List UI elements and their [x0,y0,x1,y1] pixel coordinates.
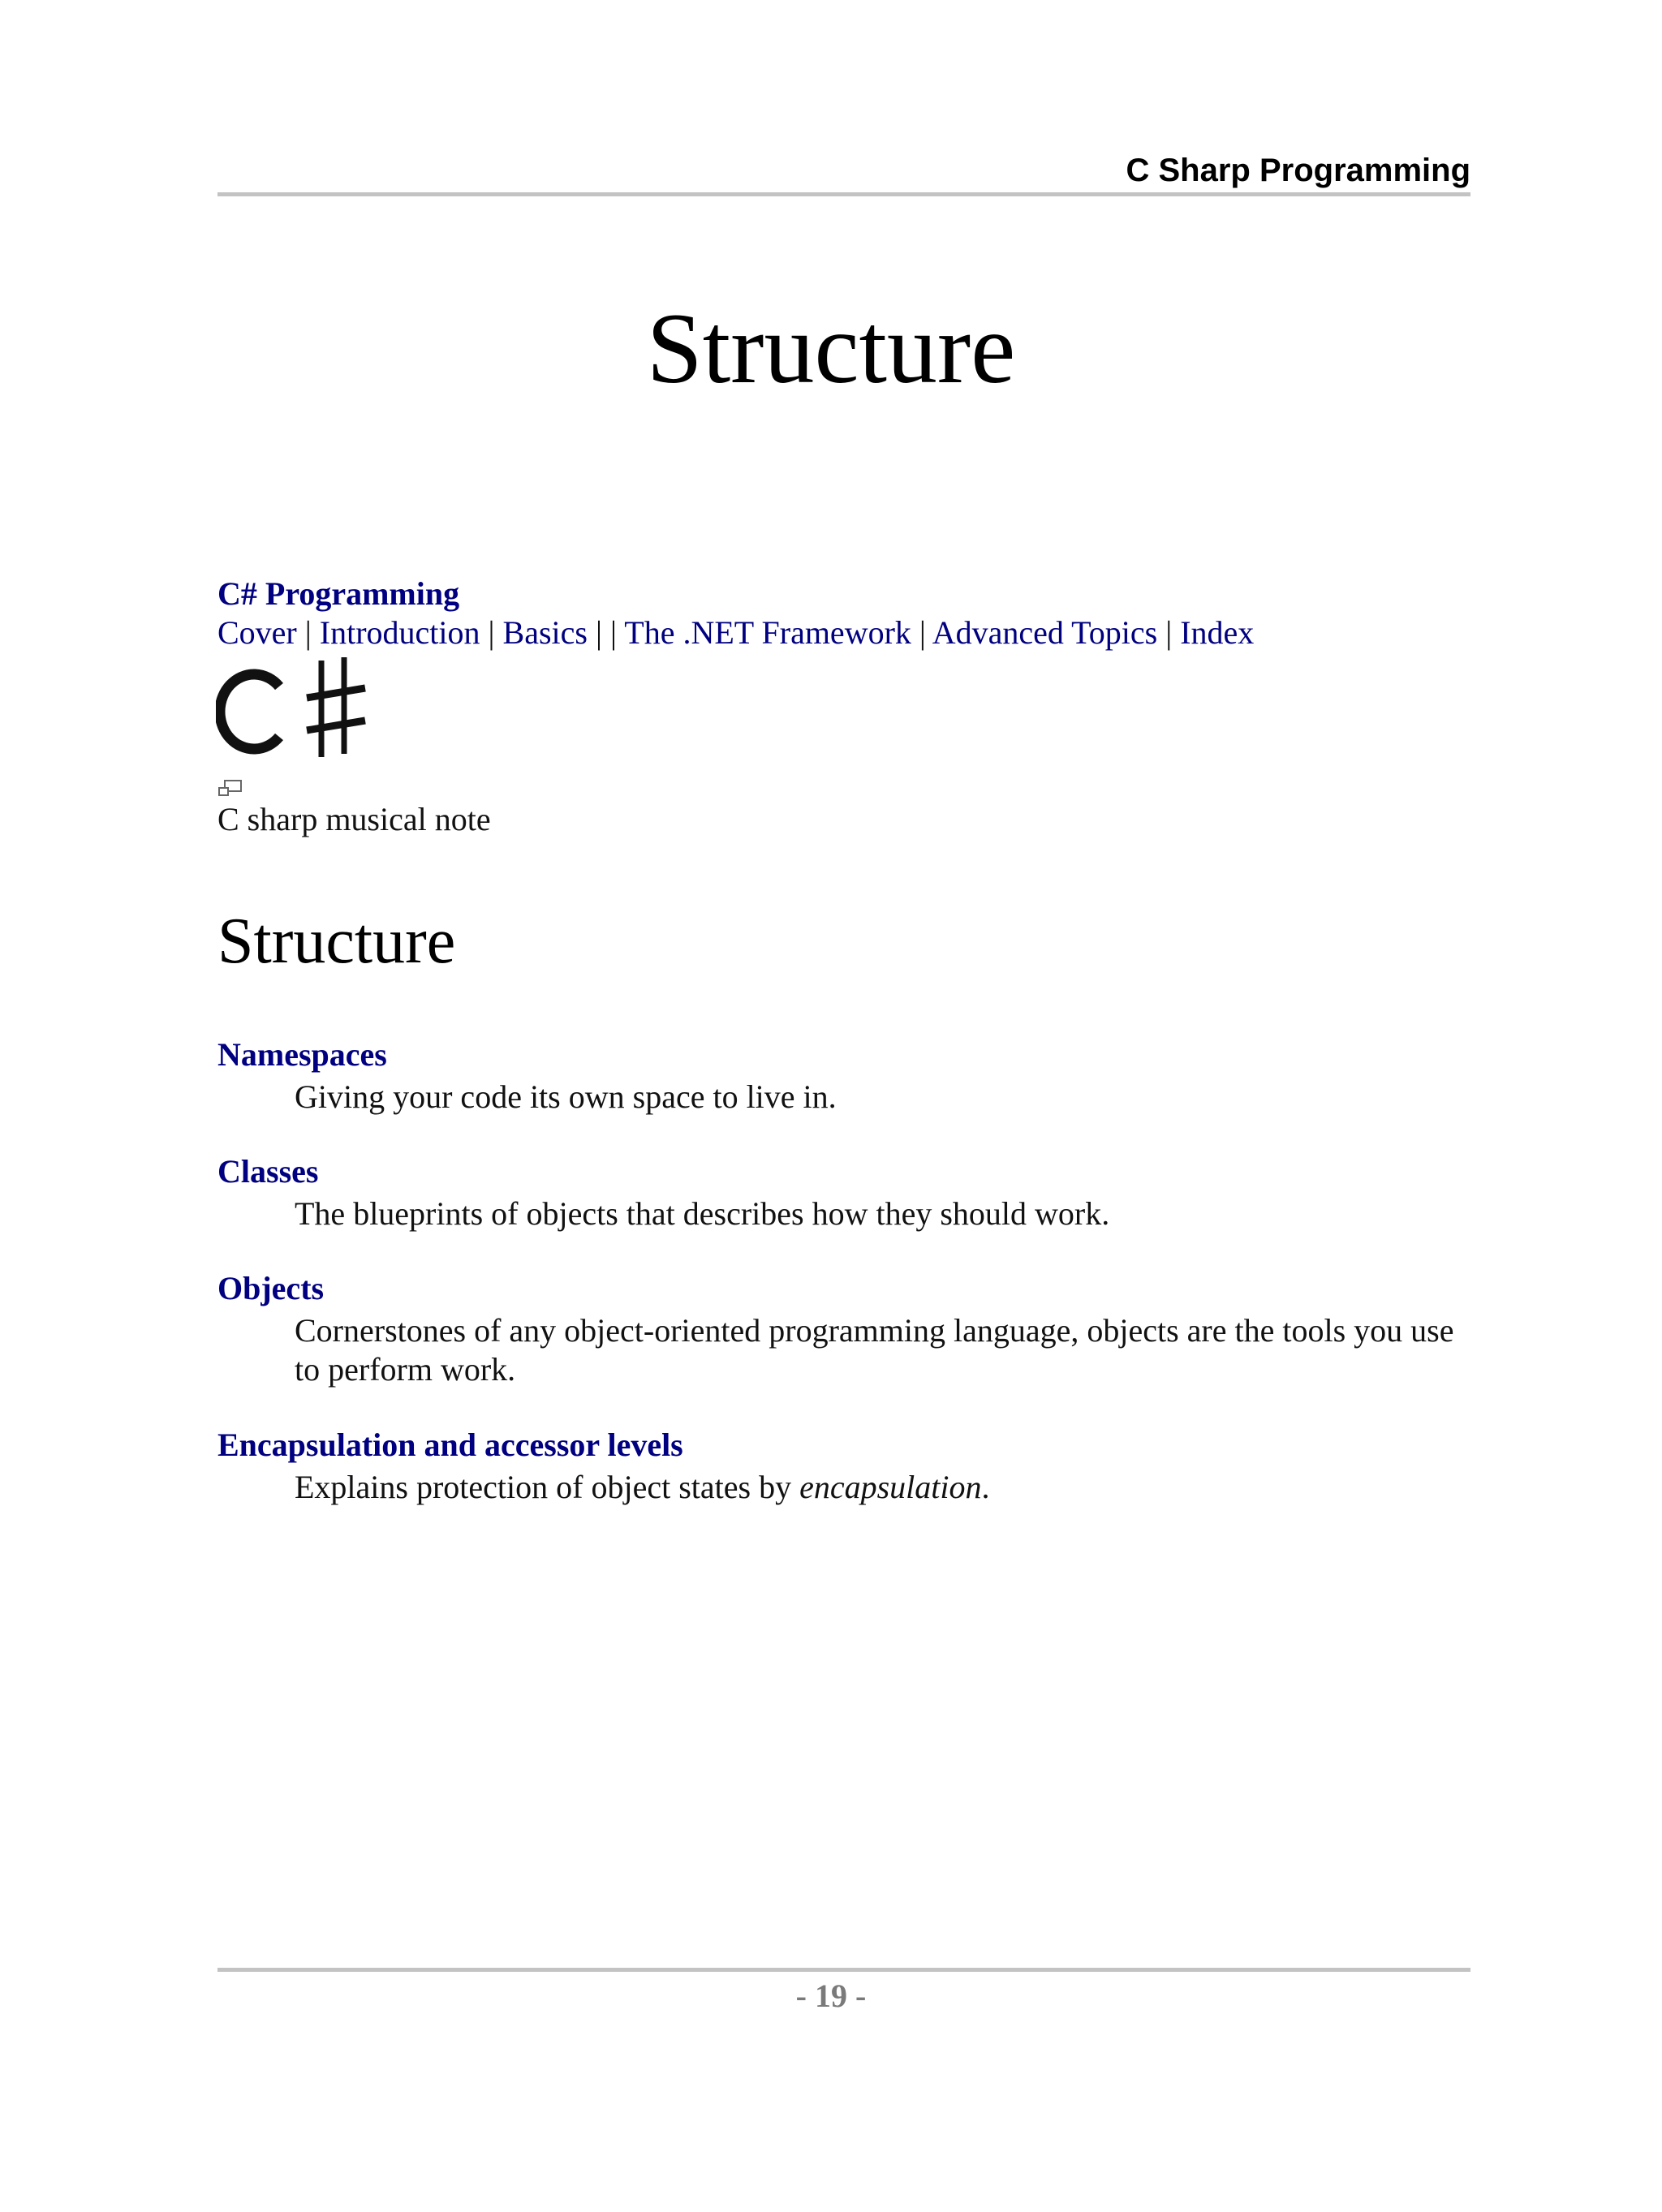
figure-caption: C sharp musical note [217,801,491,837]
term-description: The blueprints of objects that describes how they should work. [295,1195,1110,1232]
description-emphasis: encapsulation [799,1469,982,1505]
nav-link-dotnet-framework[interactable]: The .NET Framework [624,614,911,651]
book-nav-links [217,613,1254,652]
term-objects-link[interactable]: Objects [217,1270,325,1306]
definition-item [217,1266,1470,1389]
nav-separator: | [919,614,926,651]
nav-link-basics[interactable]: Basics [502,614,588,651]
nav-link-cover[interactable]: Cover [217,614,297,651]
page-number: - 19 - [795,1977,867,2014]
definition-item [217,1422,1470,1507]
nav-separator: | [488,614,495,651]
description-text-end: . [981,1469,990,1505]
running-header-title: C Sharp Programming [1126,153,1470,188]
header-rule [217,192,1470,196]
term-description: Giving your code its own space to live in. [295,1078,837,1115]
nav-separator: | [1165,614,1173,651]
term-description [295,1468,1470,1507]
term-namespaces-link[interactable]: Namespaces [217,1036,387,1073]
term-description: Cornerstones of any object-oriented programming language, objects are the tools you use to perform work. [295,1312,1454,1388]
csharp-logo[interactable] [216,656,386,761]
nav-link-advanced-topics[interactable]: Advanced Topics [932,614,1158,651]
chapter-title: Structure [646,293,1016,404]
footer-rule [217,1968,1470,1972]
book-nav-title[interactable]: C# Programming [217,575,460,612]
term-classes-link[interactable]: Classes [217,1153,319,1190]
nav-separator: | [304,614,312,651]
definition-item [217,1032,1470,1117]
nav-link-introduction[interactable]: Introduction [319,614,480,651]
nav-separator: | [609,614,617,651]
section-heading: Structure [217,906,456,977]
nav-link-index[interactable]: Index [1180,614,1255,651]
definition-item [217,1149,1470,1233]
description-text: Explains protection of object states by [295,1469,800,1505]
enlarge-icon[interactable] [217,779,243,798]
nav-separator: | [595,614,602,651]
term-encapsulation-link[interactable]: Encapsulation and accessor levels [217,1427,683,1463]
